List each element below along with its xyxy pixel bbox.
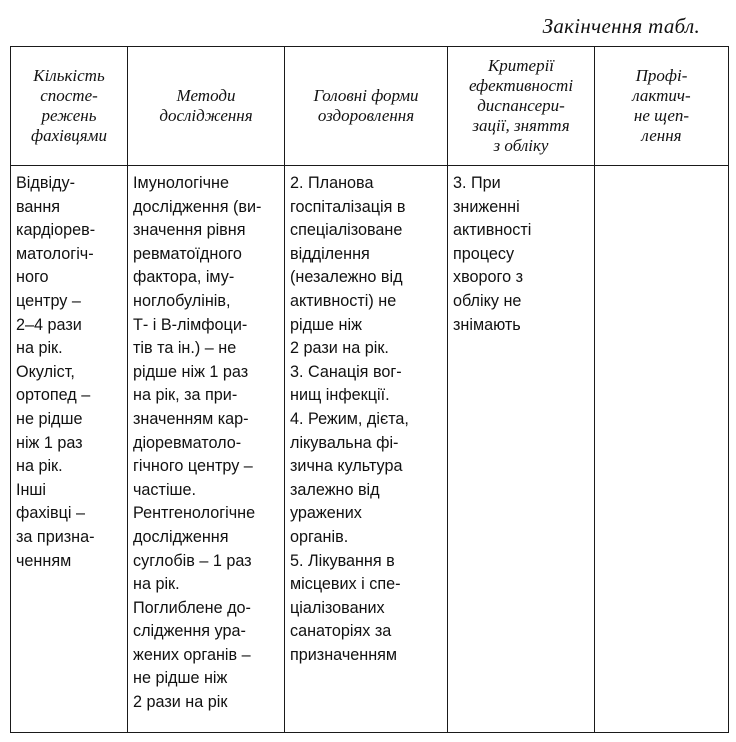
cell-text-line: залежно від <box>290 480 380 499</box>
cell-text-line: рідше ніж 1 раз <box>133 362 249 381</box>
header-effectiveness-criteria: Критерії ефективності диспансери- зації, зняття з обліку <box>448 47 595 166</box>
cell-text-line: Імунологічне <box>133 174 229 192</box>
cell-text-line: госпіталізація в <box>290 197 406 216</box>
cell-text-line: 3. При <box>453 174 501 192</box>
cell-text-line: уражених <box>290 504 362 523</box>
cell-text-line: 3. Санація вог- <box>290 362 402 381</box>
cell-recovery-forms <box>285 166 448 733</box>
cell-text-line: Відвіду- <box>16 174 75 192</box>
header-observation-frequency: Кількість спосте- режень фахівцями <box>11 47 128 166</box>
cell-text-line: Поглиблене до- <box>133 598 251 617</box>
header-vaccination: Профі- лактич- не щеп- лення <box>595 47 729 166</box>
cell-effectiveness-criteria <box>448 166 595 733</box>
cell-text-line: лікувальна фі- <box>290 433 399 452</box>
cell-text-line: процесу <box>453 244 515 263</box>
cell-text-line: жених органів – <box>133 645 251 664</box>
cell-text-line: за призна- <box>16 527 95 546</box>
cell-text-line: не рідше <box>16 409 83 428</box>
cell-text-line: дослідження (ви- <box>133 197 262 216</box>
cell-text-line: ноглобулінів, <box>133 291 231 310</box>
cell-text-line: знімають <box>453 315 521 334</box>
cell-text-line: значенням кар- <box>133 409 249 428</box>
cell-text-line: відділення <box>290 244 370 263</box>
cell-text-line: не рідше ніж <box>133 669 228 688</box>
cell-observation-frequency <box>11 166 128 733</box>
cell-text-line: на рік. <box>16 457 63 476</box>
cell-text-line: ченням <box>16 551 72 570</box>
cell-text-line: місцевих і спе- <box>290 575 401 594</box>
table-row <box>11 166 729 733</box>
cell-text-line: частіше. <box>133 480 197 499</box>
cell-text-line: нищ інфекції. <box>290 386 390 405</box>
cell-text-line: ного <box>16 268 49 287</box>
cell-text-line: на рік. <box>16 339 63 358</box>
cell-text-line: зична культура <box>290 457 403 476</box>
table-caption: Закінчення табл. <box>542 14 700 38</box>
header-recovery-forms: Головні форми оздоровлення <box>285 47 448 166</box>
cell-text-line: призначенням <box>290 645 398 664</box>
cell-text-line: матологіч- <box>16 244 94 263</box>
header-research-methods: Методи дослідження <box>128 47 285 166</box>
cell-text-line: 2–4 рази <box>16 315 82 334</box>
cell-text-line: Інші <box>16 480 47 499</box>
cell-text-line: ніж 1 раз <box>16 433 83 452</box>
cell-text-line: ортопед – <box>16 386 91 405</box>
cell-text-line: дослідження <box>133 527 229 546</box>
cell-text-line: вання <box>16 197 61 216</box>
cell-text-line: рідше ніж <box>290 315 362 334</box>
cell-text-line: Т- і В-лімфоци- <box>133 315 248 334</box>
cell-text-line: 5. Лікування в <box>290 551 395 570</box>
cell-text-line: значення рівня <box>133 221 246 240</box>
cell-text-line: фахівці – <box>16 504 85 523</box>
cell-text-line: Рентгенологічне <box>133 504 256 523</box>
cell-text-line: активності) не <box>290 291 397 310</box>
cell-text-line: спеціалізоване <box>290 221 403 240</box>
cell-text-line: санаторіях за <box>290 622 392 641</box>
cell-text-line: на рік, за при- <box>133 386 238 405</box>
cell-text-line: діоревматоло- <box>133 433 242 452</box>
cell-text-line: суглобів – 1 раз <box>133 551 252 570</box>
cell-text-line: гічного центру – <box>133 457 253 476</box>
cell-text-line: Окуліст, <box>16 362 75 381</box>
cell-text-line: обліку не <box>453 291 522 310</box>
cell-text-line: зниженні <box>453 197 520 216</box>
cell-text-line: тів та ін.) – не <box>133 339 237 358</box>
cell-text-line: ціалізованих <box>290 598 385 617</box>
cell-text-line: активності <box>453 221 532 240</box>
cell-text-line: на рік. <box>133 575 180 594</box>
table-header-row <box>11 47 729 166</box>
cell-text-line: центру – <box>16 291 81 310</box>
cell-text-line: слідження ура- <box>133 622 246 641</box>
cell-text-line: 2 рази на рік <box>133 693 228 712</box>
cell-text-line: кардіорев- <box>16 221 96 240</box>
cell-text-line: ревматоїдного <box>133 244 242 263</box>
cell-text-line: (незалежно від <box>290 268 403 287</box>
cell-text-line: органів. <box>290 527 349 546</box>
cell-text-line: 2. Планова <box>290 174 374 192</box>
cell-text-line: фактора, іму- <box>133 268 235 287</box>
cell-text-line: 2 рази на рік. <box>290 339 389 358</box>
cell-text-line: хворого з <box>453 268 523 287</box>
cell-text-line: 4. Режим, дієта, <box>290 409 409 428</box>
cell-vaccination <box>595 166 729 733</box>
cell-research-methods <box>128 166 285 733</box>
dispensary-table <box>10 46 729 733</box>
